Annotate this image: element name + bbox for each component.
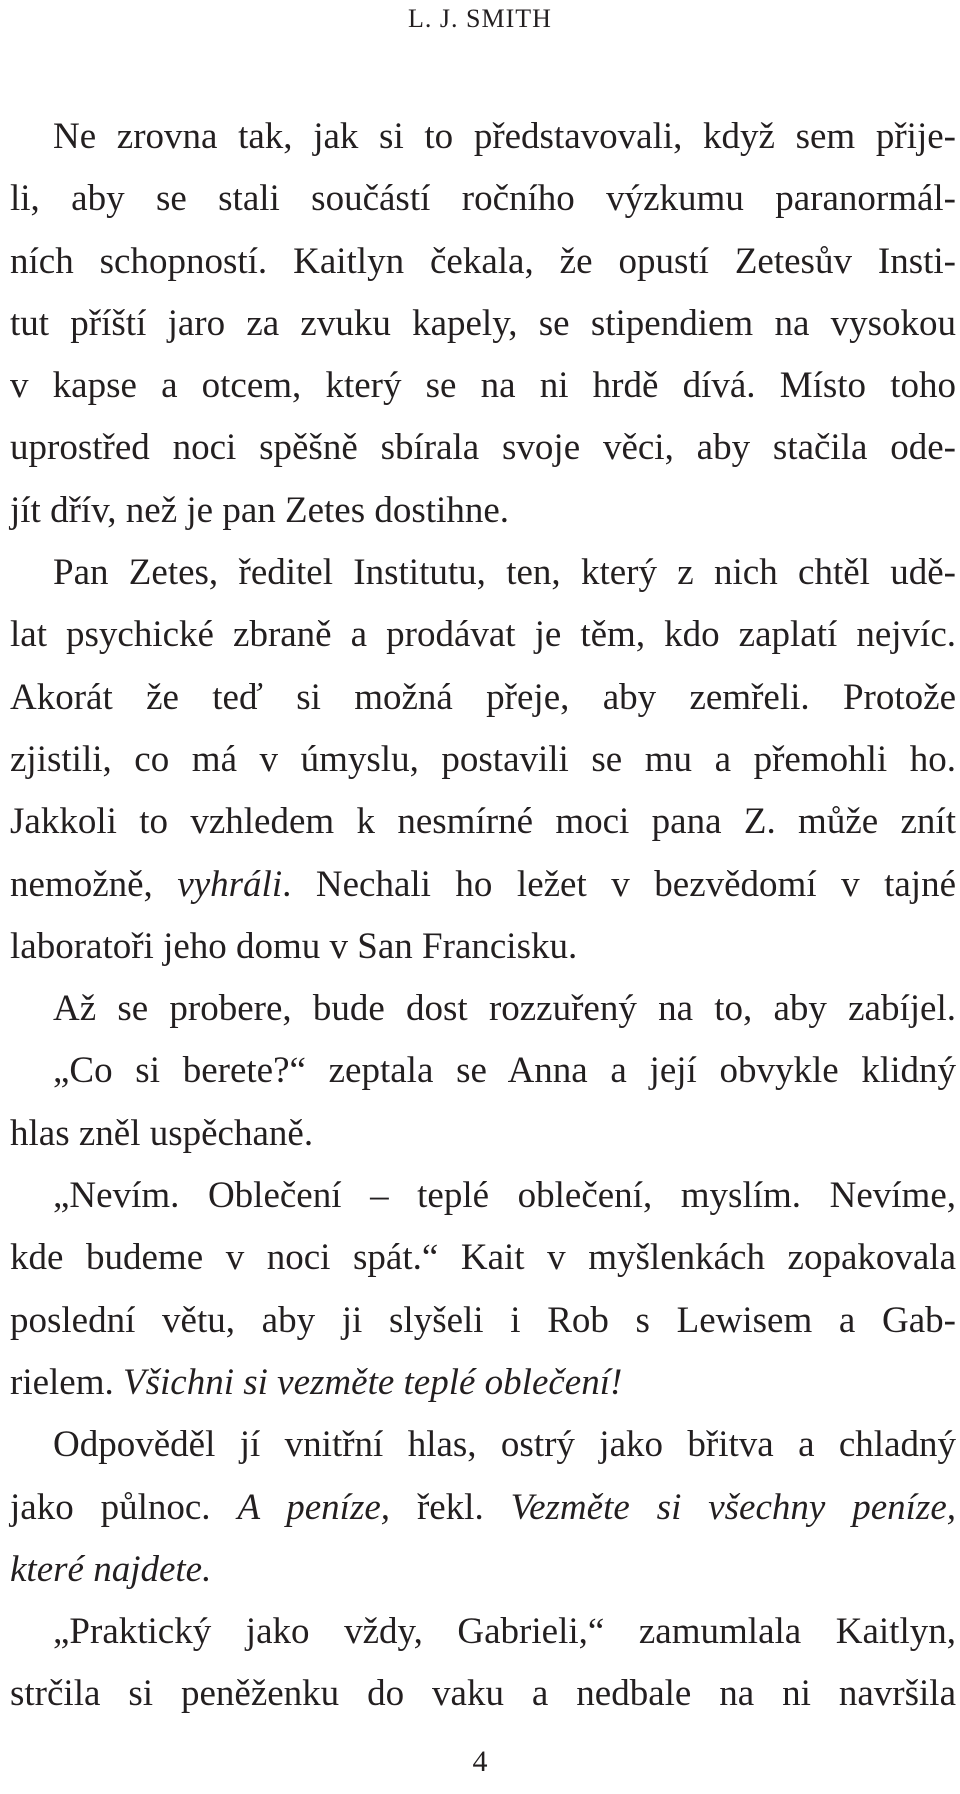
text-line (10, 791, 956, 853)
text-span: strčila si peněženku do vaku a nedbale na ni navršila (10, 1673, 956, 1715)
text-span: Pan Zetes, ředitel Institutu, ten, který z nich chtěl udě- (53, 552, 956, 594)
italic-text: A peníze, (237, 1486, 391, 1528)
text-line (10, 604, 956, 666)
text-span: Odpověděl jí vnitřní hlas, ostrý jako břitva a chladný (53, 1424, 956, 1466)
text-span: řekl. (390, 1486, 511, 1528)
text-line (10, 293, 956, 355)
text-span: poslední větu, aby ji slyšeli i Rob s Lewisem a Gab- (10, 1299, 956, 1341)
text-line (10, 667, 956, 729)
text-span: Jakkoli to vzhledem k nesmírné moci pana Z. může znít (10, 801, 956, 843)
text-span: jít dřív, než je pan Zetes dostihne. (10, 489, 510, 531)
running-head: L. J. SMITH (408, 4, 552, 33)
text-span: lat psychické zbraně a prodávat je těm, kdo zaplatí nejvíc. (10, 614, 956, 656)
text-line (10, 1103, 956, 1165)
text-line (10, 1227, 956, 1289)
text-line (10, 480, 956, 542)
page-number: 4 (472, 1745, 488, 1778)
italic-text: které najdete. (10, 1548, 212, 1590)
text-line (10, 355, 956, 417)
text-line (10, 542, 956, 604)
text-line (10, 729, 956, 791)
italic-text: vyhráli (177, 863, 283, 905)
text-span: nemožně, (10, 863, 178, 905)
text-span: v kapse a otcem, který se na ni hrdě dívá. Místo toho (10, 365, 956, 407)
text-line (10, 978, 956, 1040)
text-line (10, 231, 956, 293)
text-line (10, 106, 956, 168)
text-span: zjistili, co má v úmyslu, postavili se mu a přemohli ho. (10, 738, 956, 780)
text-span: Ne zrovna tak, jak si to představovali, když sem přije- (53, 116, 956, 157)
text-span: „Nevím. Oblečení – teplé oblečení, myslím. Nevíme, (53, 1175, 956, 1217)
text-span: ních schopností. Kaitlyn čekala, že opustí Zetesův Insti- (10, 240, 956, 282)
text-line (10, 1663, 956, 1725)
text-line (10, 1290, 956, 1352)
text-span: „Co si berete?“ zeptala se Anna a její obvykle klidný (53, 1050, 956, 1092)
text-span: li, aby se stali součástí ročního výzkumu paranormál- (10, 178, 956, 220)
text-line (10, 1165, 956, 1227)
text-line (10, 1414, 956, 1476)
text-line (10, 916, 956, 978)
text-span: kde budeme v noci spát.“ Kait v myšlenkách zopakovala (10, 1237, 956, 1279)
text-span: hlas zněl uspěchaně. (10, 1112, 314, 1154)
text-line (10, 168, 956, 230)
text-span: laboratoři jeho domu v San Francisku. (10, 925, 578, 967)
text-line (10, 1539, 956, 1601)
text-line (10, 854, 956, 916)
text-span: jako půlnoc. (10, 1486, 238, 1528)
text-span: . Nechali ho ležet v bezvědomí v tajné (282, 863, 957, 905)
text-span: rielem. (10, 1361, 124, 1403)
text-line (10, 417, 956, 479)
text-line (10, 1601, 956, 1663)
text-span: „Praktický jako vždy, Gabrieli,“ zamumlala Kaitlyn, (53, 1611, 956, 1653)
text-line (10, 1352, 956, 1414)
text-line (10, 1040, 956, 1102)
text-span: Akorát že teď si možná přeje, aby zemřeli. Protože (10, 676, 956, 718)
italic-text: Všichni si vezměte teplé oblečení! (123, 1361, 623, 1403)
text-span: Až se probere, bude dost rozzuřený na to, aby zabíjel. (53, 988, 956, 1030)
body-text (10, 106, 956, 1726)
text-span: tut příští jaro za zvuku kapely, se stipendiem na vysokou (10, 302, 956, 344)
text-line (10, 1477, 956, 1539)
italic-text: Vezměte si všechny peníze, (510, 1486, 956, 1528)
text-span: uprostřed noci spěšně sbírala svoje věci, aby stačila ode- (10, 427, 956, 469)
